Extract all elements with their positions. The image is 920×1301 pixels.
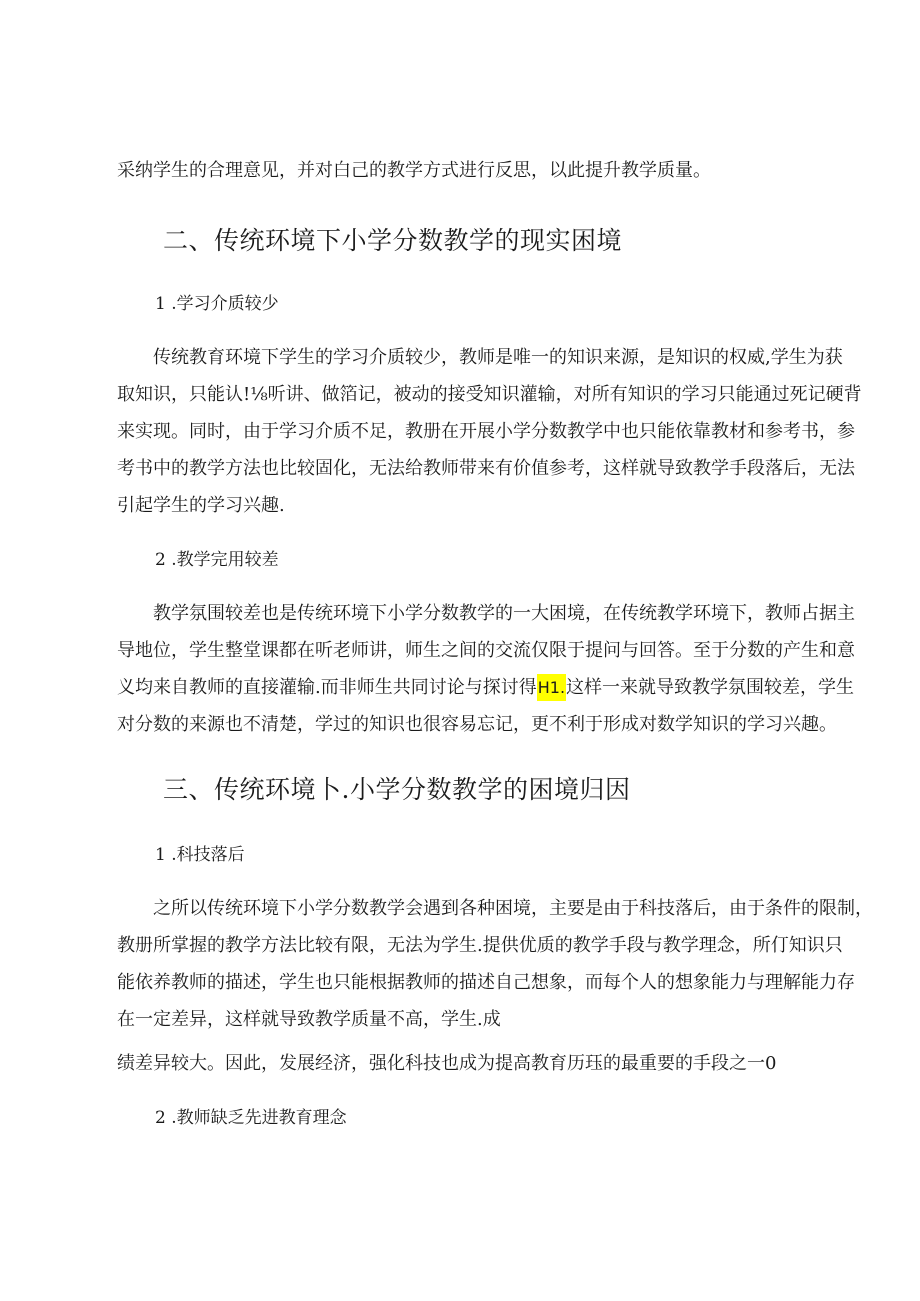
subsection-title: 2 .教学完用较差 (155, 550, 279, 570)
subsection-title: 1 .科技落后 (155, 845, 245, 865)
highlighted-text: H1. (537, 674, 566, 701)
paragraph-line: 引起学生的学习兴趣. (117, 495, 285, 516)
paragraph-text: 义均来自教师的直接灌输.而非师生共同讨论与探讨得 (117, 677, 537, 698)
subsection-title: 1 .学习介质较少 (155, 294, 279, 314)
paragraph-line: 传统教育环境下学生的学习介质较少，教师是唯一的知识来源，是知识的权威,学生为获 (153, 347, 843, 368)
paragraph-line: 绩差异较大。因此，发展经济，强化科技也成为提高教育历珏的最重要的手段之一0 (117, 1053, 777, 1074)
paragraph-line: 对分数的来源也不清楚，学过的知识也很容易忘记，更不利于形成对数学知识的学习兴趣。 (117, 714, 837, 735)
paragraph-line: 采纳学生的合理意见，并对白己的教学方式进行反思，以此提升教学质量。 (117, 160, 711, 181)
paragraph-line: 教册所掌握的教学方法比较有限，无法为学生.提供优质的教学手段与教学理念，所仃知识只 (117, 935, 843, 956)
paragraph-line: 教学氛围较差也是传统环境下小学分数教学的一大困境，在传统教学环境下，教师占据主 (153, 603, 855, 624)
paragraph-line: 来实现。同时，由于学习介质不足，教册在开展小学分数教学中也只能依靠教材和参考书，参 (117, 421, 855, 442)
paragraph-line: 导地位，学生整堂课都在听老师讲，师生之间的交流仅限于提问与回答。至于分数的产生和意 (117, 640, 855, 661)
section-heading-2: 二、传统环境下小学分数教学的现实困境 (163, 226, 623, 255)
paragraph-line: 考书中的教学方法也比较固化，无法给教师带来有价值参考，这样就导致教学手段落后，无法 (117, 458, 855, 479)
subsection-title: 2 .教师缺乏先进教育理念 (155, 1108, 347, 1128)
paragraph-line: 取知识，只能认!⅛听讲、做箔记，被动的接受知识灌输，对所有知识的学习只能通过死记硬背 (117, 384, 862, 405)
paragraph-line: 在一定差异，这样就导致教学质量不高，学生.成 (117, 1009, 501, 1030)
paragraph-line: 之所以传统环境下小学分数教学会遇到各种困境，主要是由于科技落后，由于条件的限制， (153, 898, 873, 919)
paragraph-text: 这样一来就导致教学氛围较差，学生 (566, 677, 855, 698)
section-heading-3: 三、传统环境卜.小学分数教学的困境归因 (163, 775, 631, 804)
paragraph-line (117, 676, 855, 700)
paragraph-line: 能依养教师的描述，学生也只能根据教师的描述自己想象，而每个人的想象能力与理解能力存 (117, 972, 855, 993)
